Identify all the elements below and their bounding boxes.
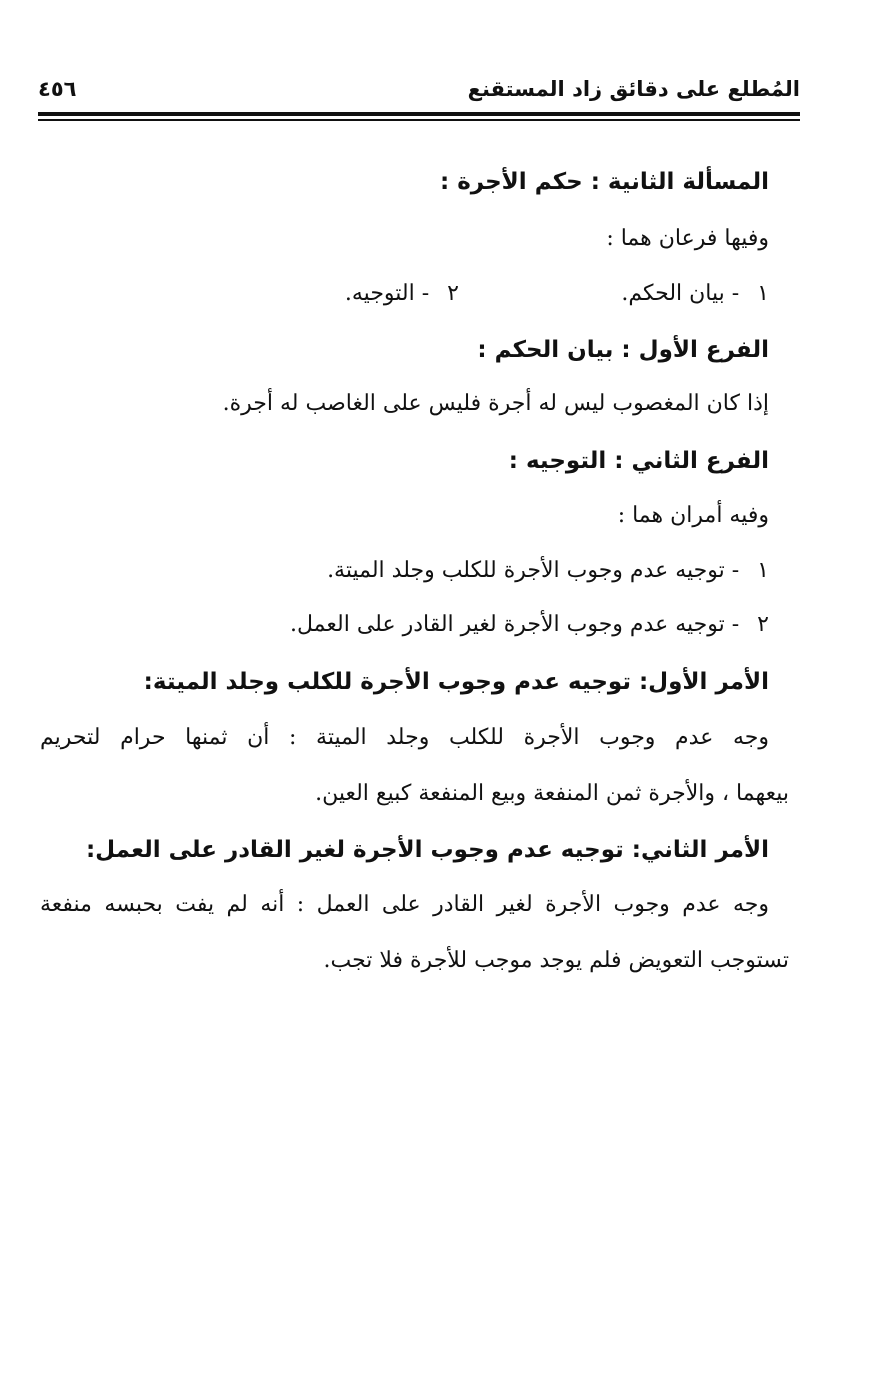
branch2-heading: الفرع الثاني : التوجيه : xyxy=(508,448,769,474)
list-text: - بيان الحكم. xyxy=(621,281,740,306)
matter-list-item-2 xyxy=(290,607,769,643)
matter2-paragraph-line-2: تستوجب التعويض فلم يوجد موجب للأجرة فلا تجب. xyxy=(323,948,789,973)
intro-branches: وفيها فرعان هما : xyxy=(606,226,769,251)
branch1-text: إذا كان المغصوب ليس له أجرة فليس على الغاصب له أجرة. xyxy=(222,391,769,416)
matter-list-item-1 xyxy=(327,553,769,589)
header-rule-thin xyxy=(38,119,800,121)
list-text: - توجيه عدم وجوب الأجرة للكلب وجلد الميتة. xyxy=(327,558,740,583)
branch1-heading: الفرع الأول : بيان الحكم : xyxy=(477,337,769,363)
intro-matters: وفيه أمران هما : xyxy=(617,503,769,528)
section-heading: المسألة الثانية : حكم الأجرة : xyxy=(440,169,769,195)
branch-list-item-2 xyxy=(345,276,459,312)
running-header xyxy=(38,72,800,112)
list-number: ٢ xyxy=(757,612,769,637)
matter2-paragraph-line-1: وجه عدم وجوب الأجرة لغير القادر على العمل : أنه لم يفت بحبسه منفعة xyxy=(40,892,769,917)
matter1-paragraph-line-2: بيعهما ، والأجرة ثمن المنفعة وبيع المنفعة كبيع العين. xyxy=(315,781,789,806)
matter2-heading: الأمر الثاني: توجيه عدم وجوب الأجرة لغير القادر على العمل: xyxy=(85,837,769,863)
matter1-heading: الأمر الأول: توجيه عدم وجوب الأجرة للكلب وجلد الميتة: xyxy=(143,669,769,695)
list-number: ١ xyxy=(757,281,769,306)
matter1-paragraph-line-1: وجه عدم وجوب الأجرة للكلب وجلد الميتة : أن ثمنها حرام لتحريم xyxy=(40,725,769,750)
page-number: ٤٥٦ xyxy=(38,77,77,101)
header-rule-thick xyxy=(38,112,800,116)
list-number: ١ xyxy=(757,558,769,583)
list-text: - توجيه عدم وجوب الأجرة لغير القادر على العمل. xyxy=(290,612,740,637)
list-number: ٢ xyxy=(447,281,459,306)
book-title: المُطلع على دقائق زاد المستقنع xyxy=(467,77,800,101)
branch-list-item-1 xyxy=(621,276,769,312)
list-text: - التوجيه. xyxy=(344,281,430,306)
